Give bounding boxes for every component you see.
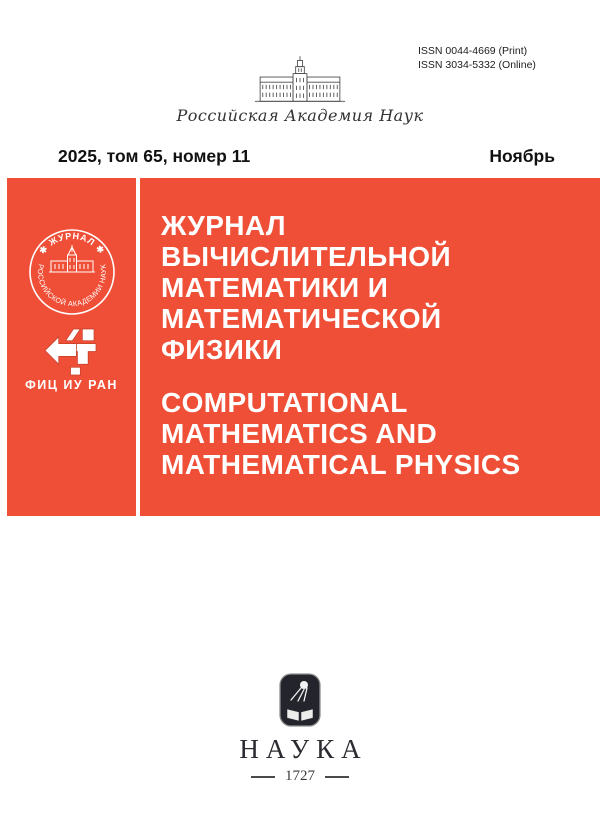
academy-building-icon [248,56,352,105]
title-ru-line: МАТЕМАТИЧЕСКОЙ [161,303,442,334]
title-en-line: COMPUTATIONAL [161,387,408,418]
cover-banner [7,178,600,516]
publisher-year-row [0,768,600,785]
fic-iu-ran-logo-icon [44,326,99,377]
seal-top-text: ✱ ЖУРНАЛ ✱ [37,230,107,257]
issn-print: ISSN 0044-4669 (Print) [418,45,528,57]
year-dash-right-icon [325,776,349,778]
title-ru-line: МАТЕМАТИКИ И [161,272,389,303]
publisher-year: 1727 [285,768,315,784]
issue-info-row [58,146,555,167]
academy-script-name: Российская Академия Наук [176,106,424,125]
banner-sidebar [7,178,136,516]
publisher-block [0,672,600,785]
issue-volume-number: 2025, том 65, номер 11 [58,146,251,166]
journal-title-russian [161,210,586,365]
seal-ring-text: РОССИЙСКОЙ АКАДЕМИИ НАУК [35,263,109,309]
seal-building-icon [49,245,95,272]
nauka-emblem-icon [278,672,322,728]
title-area [140,178,600,516]
ras-journal-seal-icon [28,228,116,316]
journal-title-english [161,387,586,480]
fic-iu-ran-label: ФИЦ ИУ РАН [25,378,118,392]
title-ru-line: ВЫЧИСЛИТЕЛЬНОЙ [161,241,452,272]
title-en-line: MATHEMATICAL PHYSICS [161,449,521,480]
title-en-line: MATHEMATICS AND [161,418,438,449]
svg-text:✱ ЖУРНАЛ ✱ [37,231,106,256]
issue-month: Ноябрь [489,146,555,166]
publisher-name: НАУКА [239,734,368,764]
issn-online: ISSN 3034-5332 (Online) [418,59,536,71]
title-ru-line: ЖУРНАЛ [161,210,286,241]
academy-header [0,56,600,125]
svg-text:РОССИЙСКОЙ АКАДЕМИИ НАУК [36,263,108,308]
title-ru-line: ФИЗИКИ [161,334,283,365]
year-dash-left-icon [251,776,275,778]
